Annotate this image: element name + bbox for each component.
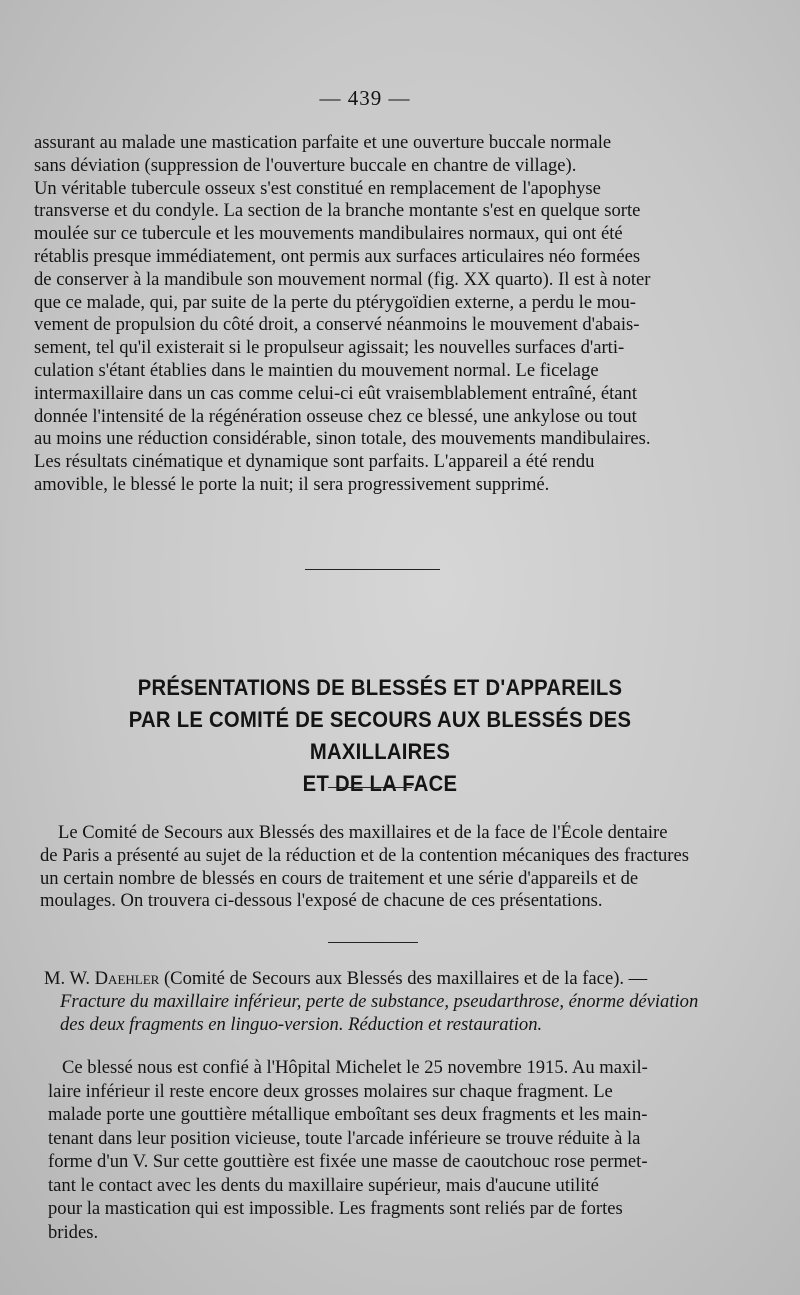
text-line: sement, tel qu'il existerait si le propulseur agissait; les nouvelles surfaces d'arti-	[34, 337, 625, 359]
text-line: que ce malade, qui, par suite de la perte du ptérygoïdien externe, a perdu le mou-	[34, 291, 636, 313]
text-line: assurant au malade une mastication parfaite et une ouverture buccale normale	[34, 132, 612, 153]
text-line: transverse et du condyle. La section de la branche montante s'est en quelque sorte	[34, 200, 641, 222]
text-line: donnée l'intensité de la régénération osseuse chez ce blessé, une ankylose ou tout	[34, 405, 637, 427]
text-line: pour la mastication qui est impossible. Les fragments sont reliés par de fortes	[48, 1198, 623, 1219]
text-line: rétablis presque immédiatement, ont permis aux surfaces articulaires néo formées	[34, 245, 641, 267]
heading-line: PAR LE COMITÉ DE SECOURS AUX BLESSÉS DES MAXILLAIRES	[128, 707, 632, 764]
text-line: tenant dans leur position vicieuse, toute l'arcade inférieure se trouve réduite à la	[48, 1127, 641, 1149]
text-line: forme d'un V. Sur cette gouttière est fixée une masse de caoutchouc rose permet-	[48, 1151, 648, 1172]
text-line: tant le contact avec les dents du maxillaire supérieur, mais d'aucune utilité	[48, 1174, 599, 1196]
text-line: Les résultats cinématique et dynamique sont parfaits. L'appareil a été rendu	[34, 451, 595, 473]
page-number: — 439 —	[319, 86, 411, 110]
text-line: de conserver à la mandibule son mouvement normal (fig. XX quarto). Il est à noter	[34, 268, 651, 290]
case-title-line	[44, 991, 724, 1014]
section-divider	[305, 569, 440, 570]
text-line: de Paris a présenté au sujet de la réduction et de la contention mécaniques des fractures	[40, 844, 689, 866]
case-heading-line	[44, 968, 724, 991]
case-header	[44, 968, 724, 1036]
text-line: intermaxillaire dans un cas comme celui-ci eût vraisemblablement entraîné, étant	[34, 382, 638, 404]
text-line: moulages. On trouvera ci-dessous l'exposé de chacune de ces présentations.	[40, 890, 603, 912]
heading-line: ET DE LA FACE	[302, 771, 458, 796]
case-author: M. W. Daehler	[44, 968, 160, 989]
text-line: amovible, le blessé le porte la nuit; il sera progressivement supprimé.	[34, 473, 550, 495]
case-title-text: Fracture du maxillaire inférieur, perte de substance, pseudarthrose, énorme déviation	[60, 990, 699, 1012]
heading-underline	[328, 787, 412, 788]
text-line: vement de propulsion du côté droit, a conservé néanmoins le mouvement d'abais-	[34, 314, 640, 336]
committee-paragraph	[40, 822, 720, 913]
case-paragraph	[48, 1056, 724, 1244]
text-line: culation s'étant établies dans le maintien du mouvement normal. Le ficelage	[34, 359, 599, 381]
text-line: laire inférieur il reste encore deux grosses molaires sur chaque fragment. Le	[48, 1080, 613, 1102]
text-line: moulée sur ce tubercule et les mouvements mandibulaires normaux, qui ont été	[34, 223, 623, 245]
text-line: brides.	[48, 1221, 99, 1243]
intro-paragraph	[34, 132, 714, 497]
text-line: sans déviation (suppression de l'ouverture buccale en chantre de village).	[34, 154, 577, 176]
text-line: Le Comité de Secours aux Blessés des maxillaires et de la face de l'École dentaire	[58, 822, 668, 843]
text-line: malade porte une gouttière métallique emboîtant ses deux fragments et les main-	[48, 1104, 648, 1125]
case-title-text: des deux fragments en linguo-version. Réduction et restauration.	[60, 1013, 543, 1035]
section-heading	[58, 672, 702, 800]
text-line: Un véritable tubercule osseux s'est constitué en remplacement de l'apophyse	[34, 177, 601, 199]
subsection-divider	[328, 942, 418, 943]
case-affiliation: (Comité de Secours aux Blessés des maxillaires et de la face). —	[159, 968, 648, 989]
case-title-line	[44, 1014, 724, 1037]
heading-line: PRÉSENTATIONS DE BLESSÉS ET D'APPAREILS	[137, 675, 623, 700]
text-line: Ce blessé nous est confié à l'Hôpital Michelet le 25 novembre 1915. Au maxil-	[62, 1057, 648, 1078]
text-line: au moins une réduction considérable, sinon totale, des mouvements mandibulaires.	[34, 428, 651, 450]
text-line: un certain nombre de blessés en cours de traitement et une série d'appareils et de	[40, 867, 639, 889]
